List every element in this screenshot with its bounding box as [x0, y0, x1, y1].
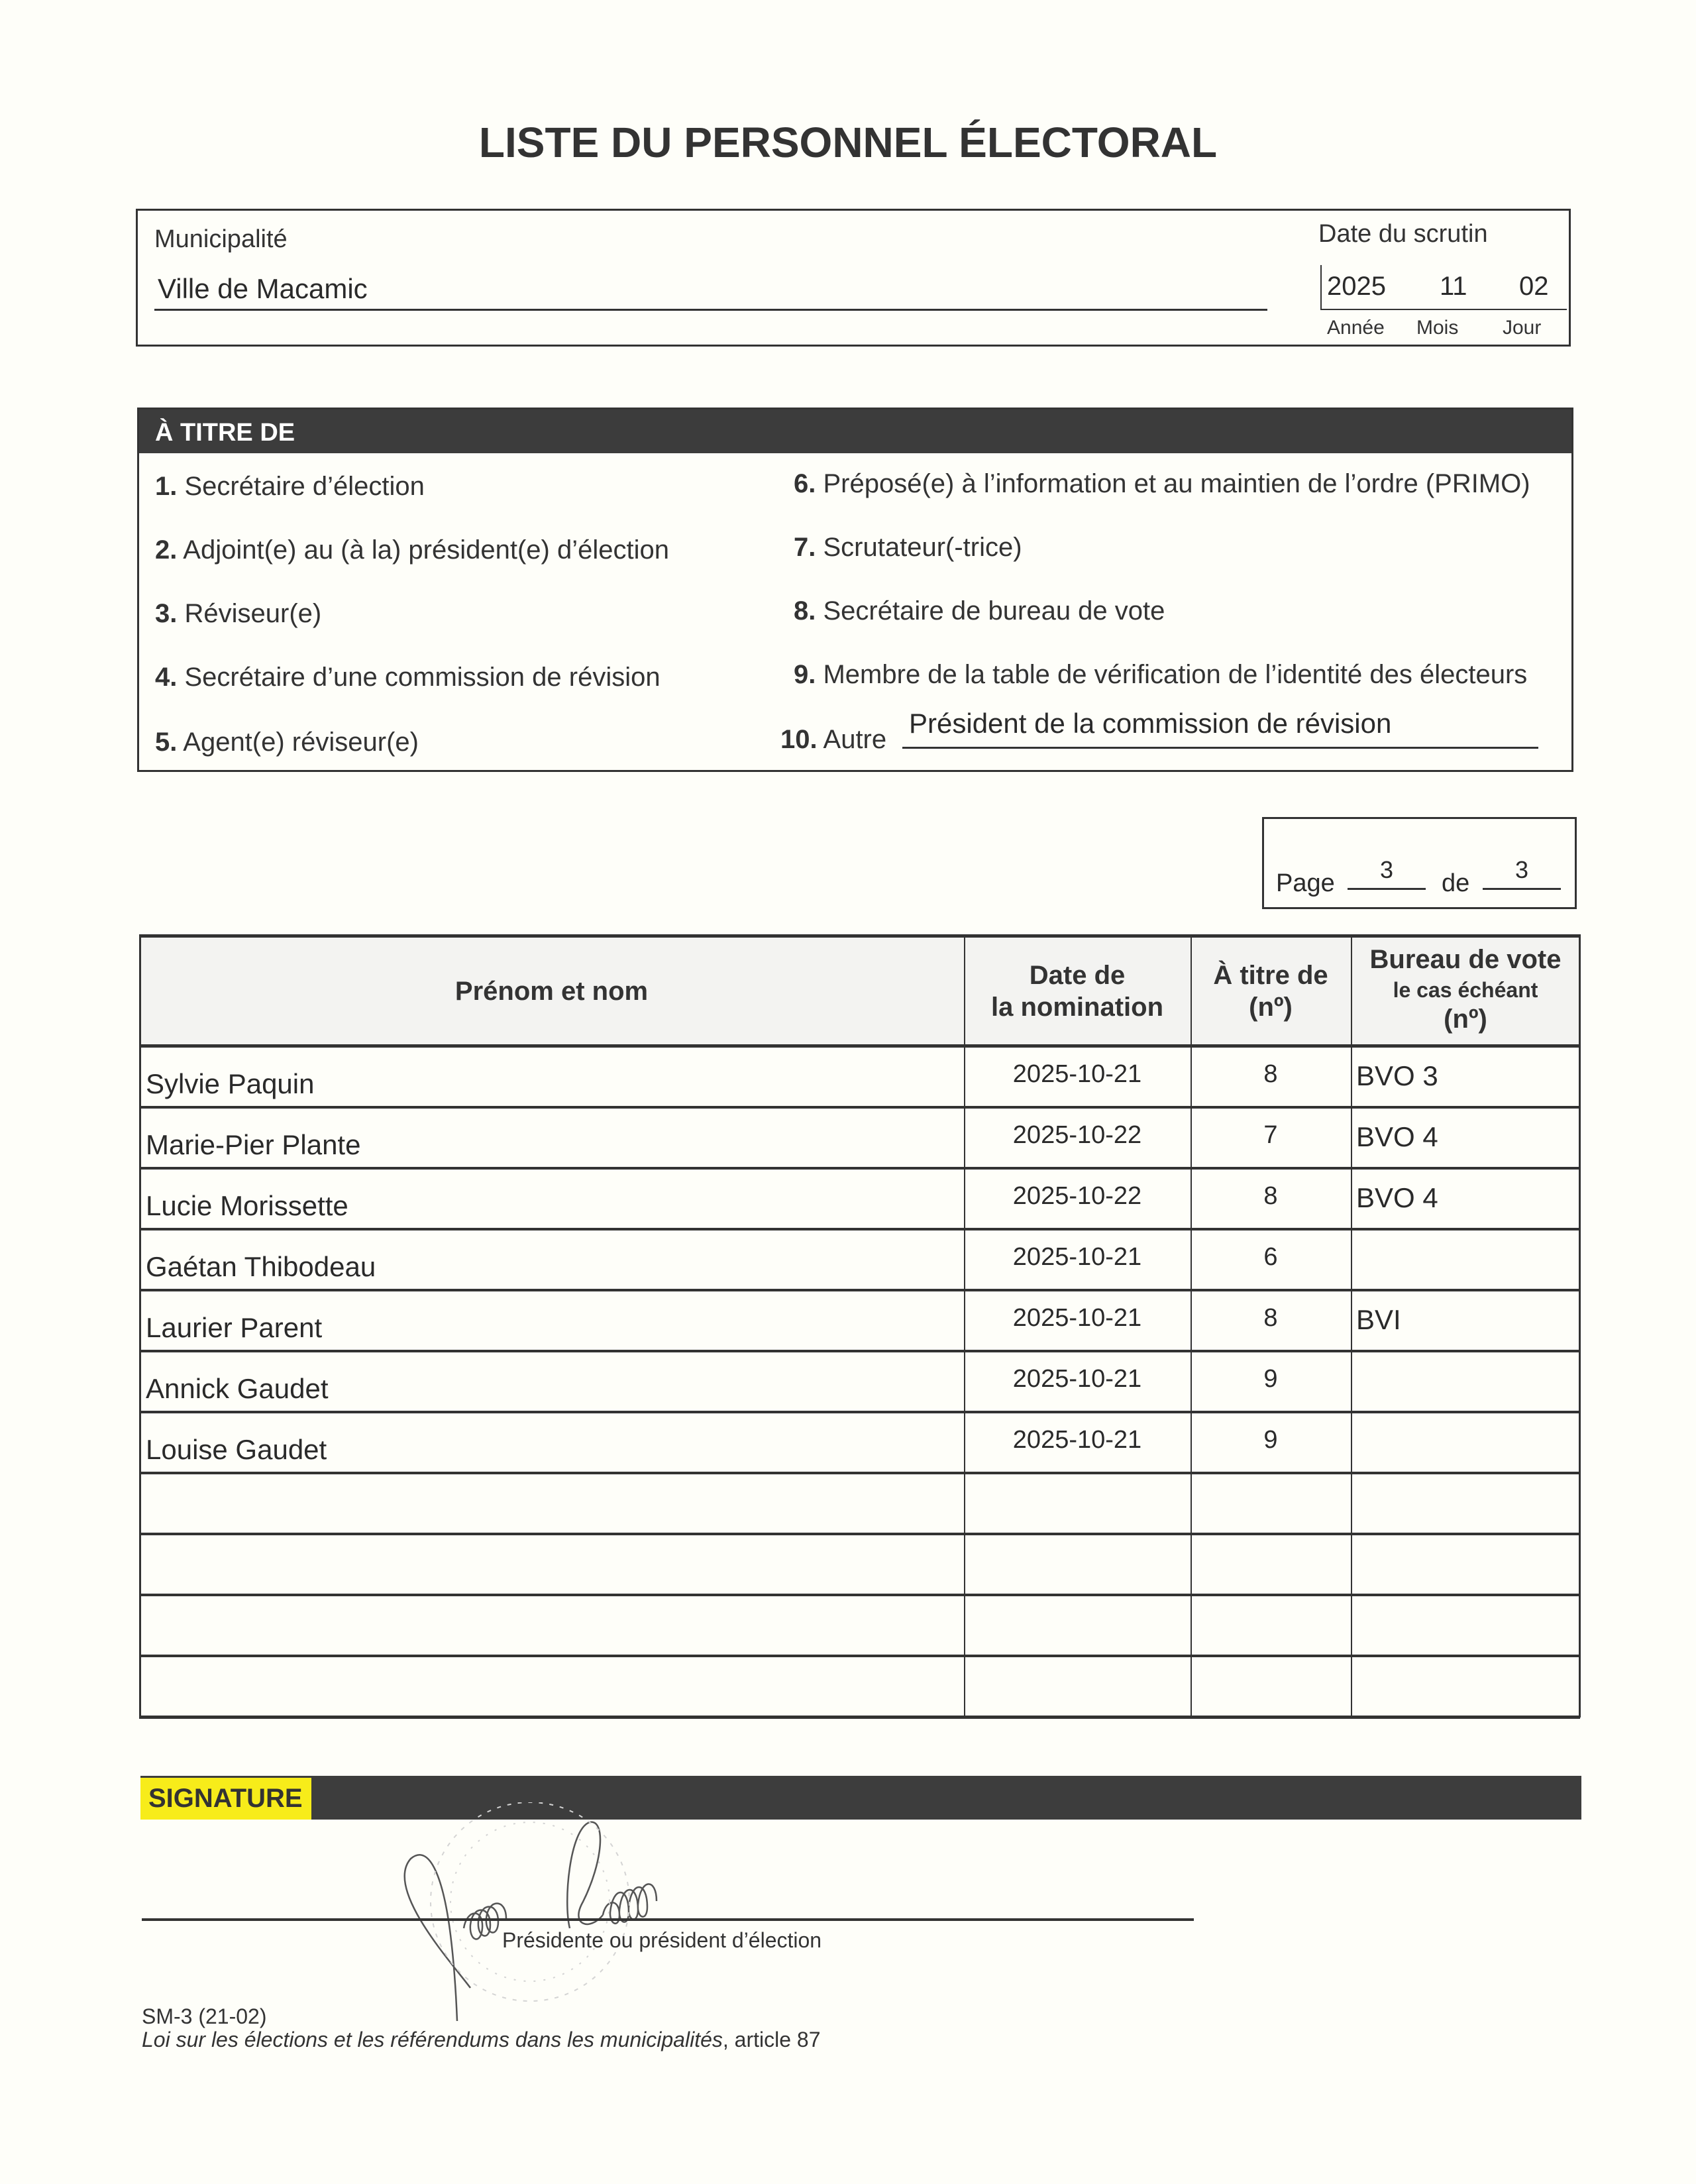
cell-role[interactable]: 8 [1263, 1060, 1278, 1088]
role-item-2 [155, 535, 669, 565]
role-label: Membre de la table de vérification de l’identité des électeurs [823, 660, 1528, 689]
municipality-label: Municipalité [154, 225, 288, 253]
role-label: Adjoint(e) au (à la) président(e) d’élection [183, 535, 669, 565]
month-label: Mois [1416, 317, 1459, 339]
header-bureau-line3: (nº) [1444, 1005, 1487, 1034]
row-divider [139, 1106, 1580, 1109]
role-number: 1. [155, 472, 178, 501]
role-item-6 [794, 469, 1530, 499]
header-date-line1: Date de [1029, 961, 1126, 990]
column-divider [139, 934, 141, 1718]
law-title: Loi sur les élections et les référendums dans les municipalités [142, 2028, 723, 2051]
page-title: LISTE DU PERSONNEL ÉLECTORAL [478, 119, 1218, 166]
cell-role[interactable]: 8 [1263, 1304, 1278, 1332]
column-divider [1579, 934, 1581, 1718]
personnel-table [139, 934, 1580, 1720]
roles-section [137, 408, 1573, 772]
other-role-value[interactable]: Président de la commission de révision [909, 708, 1392, 739]
role-item-9 [794, 660, 1527, 690]
signature-header: SIGNATURE [148, 1784, 303, 1813]
page-total[interactable]: 3 [1514, 856, 1529, 883]
cell-name[interactable]: Marie-Pier Plante [146, 1129, 361, 1160]
cell-role[interactable]: 9 [1263, 1365, 1278, 1393]
row-divider [139, 1594, 1580, 1596]
pagination-box [1262, 817, 1577, 909]
role-item-1 [155, 472, 425, 502]
row-divider [139, 1228, 1580, 1230]
role-label: Agent(e) réviseur(e) [183, 728, 419, 757]
role-item-7 [794, 533, 1022, 563]
role-label: Réviseur(e) [184, 599, 322, 628]
row-divider [139, 1533, 1580, 1535]
header-name: Prénom et nom [454, 977, 649, 1006]
cell-date[interactable]: 2025-10-22 [1012, 1121, 1142, 1149]
cell-date[interactable]: 2025-10-21 [1012, 1365, 1142, 1393]
page-label: Page [1276, 869, 1335, 897]
election-date-label: Date du scrutin [1318, 220, 1488, 248]
cell-name[interactable]: Lucie Morissette [146, 1190, 348, 1221]
date-underline [1320, 309, 1567, 310]
row-divider [139, 1350, 1580, 1352]
roles-header-bar [139, 410, 1571, 453]
of-label: de [1442, 869, 1470, 897]
signature-line[interactable] [142, 1918, 1194, 1921]
signature-stroke [405, 1855, 470, 2021]
page-total-underline [1483, 888, 1561, 890]
page-number-underline [1348, 888, 1426, 890]
header-role-line2: (nº) [1249, 993, 1293, 1022]
row-divider [139, 1411, 1580, 1413]
cell-date[interactable]: 2025-10-22 [1012, 1182, 1142, 1210]
cell-role[interactable]: 9 [1263, 1426, 1278, 1454]
role-number: 5. [155, 728, 178, 757]
page-number[interactable]: 3 [1379, 856, 1394, 883]
row-divider [139, 1472, 1580, 1474]
column-divider [1351, 934, 1352, 1718]
cell-date[interactable]: 2025-10-21 [1012, 1304, 1142, 1332]
election-date-month[interactable]: 11 [1440, 272, 1467, 301]
row-divider [139, 1289, 1580, 1291]
header-bureau-line1: Bureau de vote [1369, 945, 1562, 974]
cell-bureau[interactable]: BVO 4 [1356, 1182, 1438, 1213]
role-number: 7. [794, 533, 816, 562]
role-label: Secrétaire de bureau de vote [823, 596, 1165, 626]
role-item-10 [780, 725, 886, 755]
role-item-3 [155, 599, 321, 629]
role-item-5 [155, 728, 419, 757]
cell-name[interactable]: Sylvie Paquin [146, 1068, 315, 1099]
cell-role[interactable]: 6 [1263, 1243, 1278, 1271]
role-label: Scrutateur(-trice) [823, 533, 1022, 562]
role-number: 2. [155, 535, 178, 565]
cell-bureau[interactable]: BVO 4 [1356, 1121, 1438, 1152]
date-divider [1320, 265, 1322, 309]
cell-date[interactable]: 2025-10-21 [1012, 1426, 1142, 1454]
cell-name[interactable]: Louise Gaudet [146, 1434, 327, 1465]
election-date-day[interactable]: 02 [1519, 272, 1549, 301]
role-label: Secrétaire d’élection [184, 472, 425, 501]
role-item-8 [794, 596, 1165, 626]
signature-stroke [567, 1822, 603, 1928]
role-number: 8. [794, 596, 816, 626]
cell-bureau[interactable]: BVI [1356, 1304, 1401, 1335]
role-label: Préposé(e) à l’information et au maintien de l’ordre (PRIMO) [823, 469, 1530, 498]
cell-bureau[interactable]: BVO 3 [1356, 1060, 1438, 1091]
role-number: 4. [155, 663, 178, 692]
municipality-section [136, 209, 1571, 347]
cell-role[interactable]: 8 [1263, 1182, 1278, 1210]
role-number: 3. [155, 599, 178, 628]
role-number: 10. [780, 725, 818, 754]
municipality-underline [154, 309, 1267, 311]
election-date-year[interactable]: 2025 [1327, 272, 1386, 301]
day-label: Jour [1503, 317, 1542, 339]
year-label: Année [1327, 317, 1385, 339]
cell-date[interactable]: 2025-10-21 [1012, 1060, 1142, 1088]
cell-name[interactable]: Annick Gaudet [146, 1373, 329, 1404]
law-article: , article 87 [722, 2028, 821, 2051]
header-role-line1: À titre de [1213, 961, 1328, 990]
row-divider [139, 1167, 1580, 1170]
role-label: Autre [823, 725, 887, 754]
role-label: Secrétaire d’une commission de révision [184, 663, 661, 692]
roles-header: À TITRE DE [155, 419, 295, 447]
municipality-value[interactable]: Ville de Macamic [158, 273, 368, 304]
role-item-4 [155, 663, 661, 692]
signature-stroke [464, 1904, 506, 1939]
table-top-border [139, 934, 1580, 938]
law-reference [142, 2028, 821, 2052]
header-bureau-line2: le cas échéant [1393, 978, 1538, 1002]
header-bottom-border [139, 1044, 1580, 1048]
cell-name[interactable]: Laurier Parent [146, 1312, 323, 1343]
role-number: 6. [794, 469, 816, 498]
handwritten-signature [371, 1802, 835, 2021]
cell-date[interactable]: 2025-10-21 [1012, 1243, 1142, 1271]
signature-header-bar [140, 1776, 1581, 1820]
other-role-underline [902, 747, 1538, 749]
header-date-line2: la nomination [991, 993, 1163, 1022]
form-code: SM-3 (21-02) [142, 2004, 267, 2028]
cell-role[interactable]: 7 [1263, 1121, 1278, 1149]
cell-name[interactable]: Gaétan Thibodeau [146, 1251, 376, 1282]
signature-role: Présidente ou président d’élection [502, 1928, 822, 1952]
row-divider [139, 1655, 1580, 1657]
role-number: 9. [794, 660, 816, 689]
row-divider [139, 1716, 1580, 1719]
